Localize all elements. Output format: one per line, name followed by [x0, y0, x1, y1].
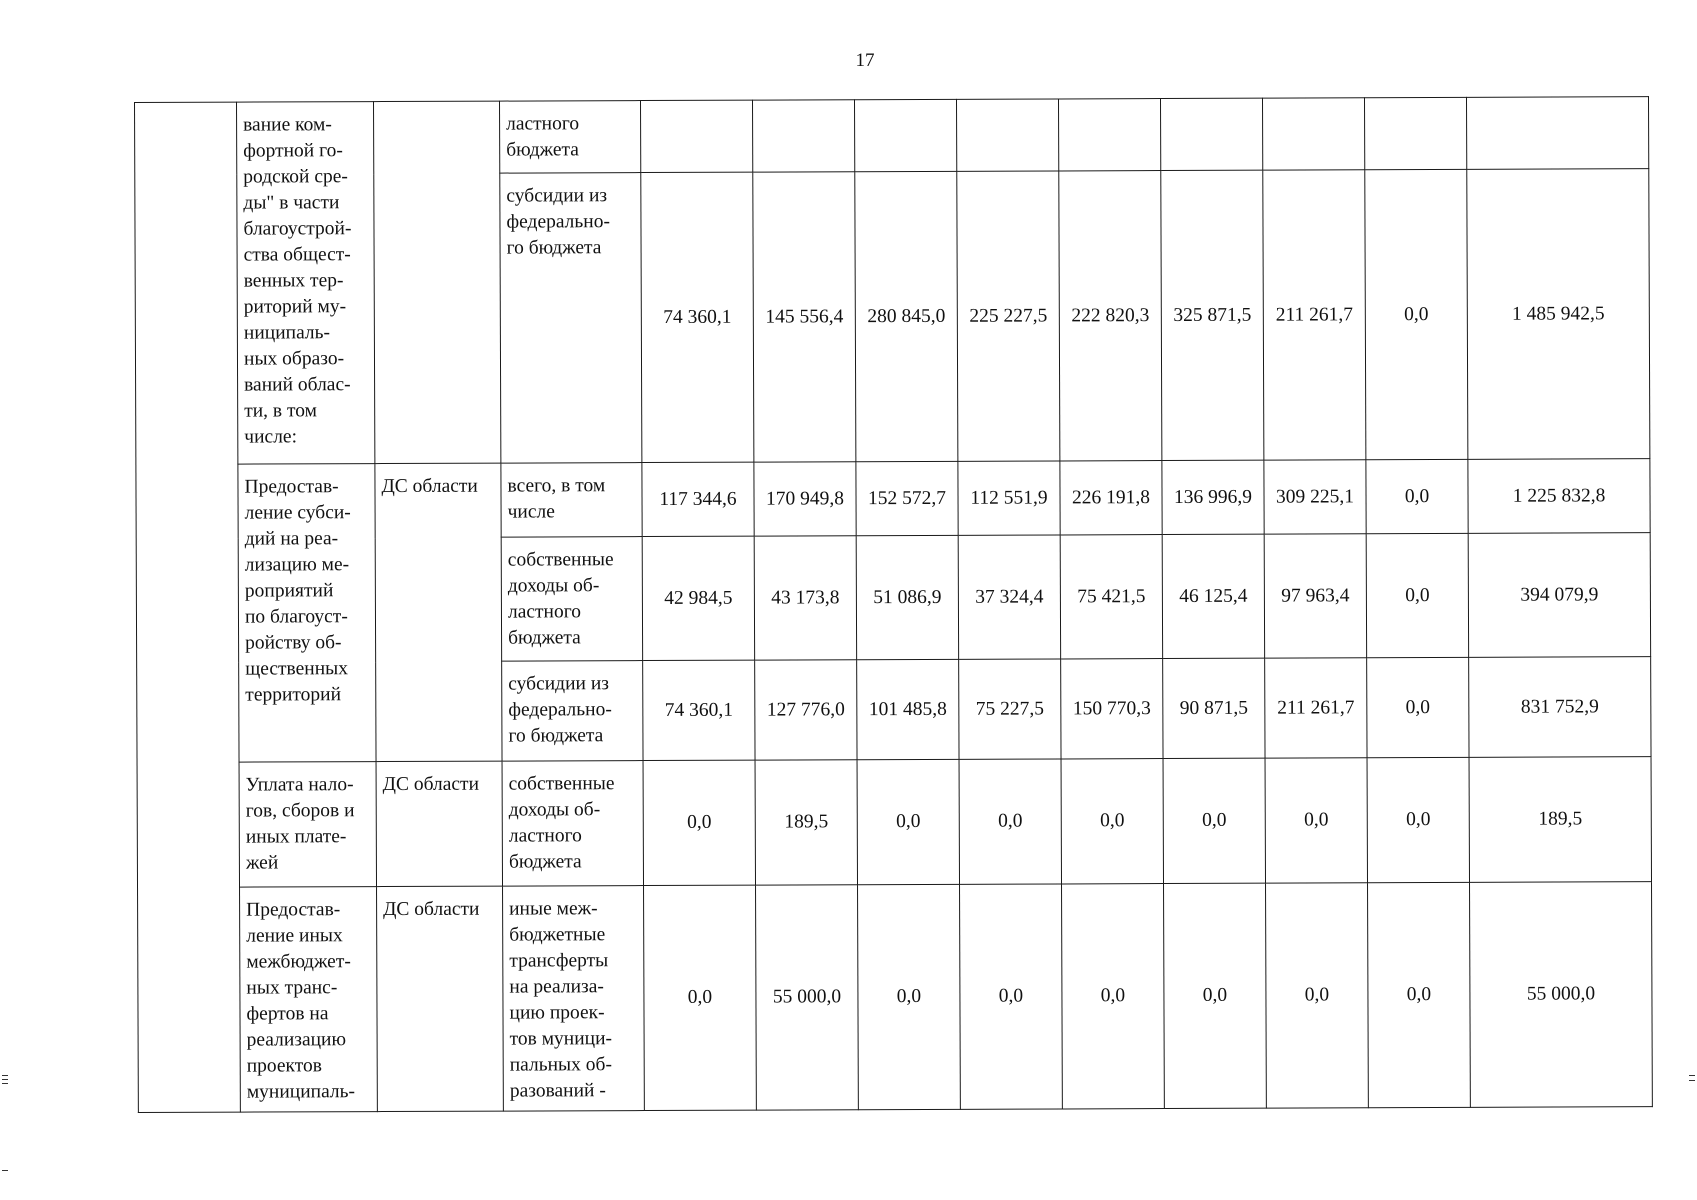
year-value-cell: 75 227,5 — [959, 659, 1061, 759]
year-value-cell: 97 963,4 — [1264, 534, 1366, 658]
margin-mark — [1689, 1080, 1695, 1081]
year-value-cell: 43 173,8 — [754, 536, 856, 660]
margin-mark — [2, 1079, 8, 1080]
margin-mark — [2, 1170, 8, 1171]
total-value-cell — [1466, 97, 1648, 170]
year-value-cell: 225 227,5 — [957, 171, 1060, 461]
funding-source-cell: собственные доходы об- ластного бюджета — [501, 537, 642, 662]
measure-name-cell: вание ком- фортной го- родской сре- ды" в части благоустрой- ства общест- венных тер- риторий му- ниципаль- ных образо- ваний облас- ти, в том числе: — [237, 102, 375, 465]
page-number: 17 — [855, 50, 875, 71]
year-value-cell: 74 360,1 — [643, 660, 755, 760]
year-value-cell: 0,0 — [1163, 758, 1265, 883]
total-value-cell: 394 079,9 — [1468, 533, 1650, 658]
executor-cell — [374, 101, 501, 463]
year-value-cell — [1262, 98, 1364, 170]
year-value-cell: 46 125,4 — [1162, 534, 1264, 658]
margin-mark — [2, 1083, 8, 1084]
funding-source-cell: ластного бюджета — [499, 101, 640, 174]
funding-source-cell: иные меж- бюджетные трансферты на реализа- цию проек- тов муници- пальных об- разований - — [503, 886, 645, 1112]
year-value-cell: 0,0 — [1366, 533, 1468, 657]
year-value-cell: 170 949,8 — [754, 462, 856, 536]
year-value-cell: 112 551,9 — [958, 461, 1060, 535]
year-value-cell: 136 996,9 — [1162, 460, 1264, 534]
total-value-cell: 831 752,9 — [1469, 657, 1651, 758]
year-value-cell: 211 261,7 — [1265, 658, 1367, 758]
year-value-cell: 127 776,0 — [755, 660, 857, 760]
margin-mark — [2, 1075, 8, 1076]
table-row — [138, 882, 1653, 1113]
year-value-cell: 117 344,6 — [642, 462, 754, 536]
year-value-cell: 280 845,0 — [855, 171, 958, 461]
year-value-cell — [752, 100, 854, 172]
year-value-cell: 51 086,9 — [856, 535, 958, 659]
total-value-cell: 1 485 942,5 — [1467, 169, 1650, 460]
year-value-cell: 55 000,0 — [756, 885, 859, 1110]
year-value-cell — [1160, 98, 1262, 170]
executor-cell: ДС области — [377, 886, 504, 1111]
year-value-cell: 37 324,4 — [958, 535, 1060, 659]
total-value-cell: 1 225 832,8 — [1468, 459, 1650, 534]
year-value-cell: 90 871,5 — [1163, 658, 1265, 758]
year-value-cell: 150 770,3 — [1061, 659, 1163, 759]
year-value-cell: 0,0 — [1366, 459, 1468, 533]
year-value-cell: 325 871,5 — [1161, 170, 1264, 460]
year-value-cell: 0,0 — [959, 759, 1061, 884]
funding-source-cell: субсидии из федерально- го бюджета — [500, 173, 642, 464]
year-value-cell: 0,0 — [1367, 757, 1469, 882]
year-value-cell: 101 485,8 — [857, 659, 959, 759]
year-value-cell: 0,0 — [1368, 882, 1471, 1107]
year-value-cell: 152 572,7 — [856, 461, 958, 535]
measure-name-cell: Предостав- ление иных межбюджет- ных транс- фертов на реализацию проектов муниципаль- — [240, 887, 378, 1113]
year-value-cell: 0,0 — [857, 759, 959, 884]
year-value-cell: 226 191,8 — [1060, 461, 1162, 535]
year-value-cell: 211 261,7 — [1263, 170, 1366, 460]
year-value-cell: 0,0 — [1265, 758, 1367, 883]
executor-cell: ДС области — [375, 463, 502, 761]
table-row — [136, 459, 1650, 539]
year-value-cell: 75 421,5 — [1060, 535, 1162, 659]
table-row — [135, 97, 1649, 175]
funding-source-cell: всего, в том числе — [501, 463, 642, 538]
year-value-cell: 0,0 — [644, 885, 757, 1110]
year-value-cell: 74 360,1 — [641, 172, 754, 462]
year-value-cell: 0,0 — [643, 760, 755, 885]
year-value-cell: 0,0 — [1062, 884, 1165, 1109]
year-value-cell — [640, 100, 752, 172]
year-value-cell: 0,0 — [1367, 657, 1469, 757]
executor-cell: ДС области — [376, 761, 502, 886]
year-value-cell — [956, 99, 1058, 171]
year-value-cell: 222 820,3 — [1059, 171, 1162, 461]
funding-source-cell: собственные доходы об- ластного бюджета — [502, 761, 643, 887]
year-value-cell: 0,0 — [1266, 883, 1369, 1108]
measure-name-cell: Предостав- ление субси- дий на реа- лизацию ме- роприятий по благоуст- ройству об- щественных территорий — [238, 464, 376, 763]
budget-table — [134, 96, 1653, 1113]
year-value-cell: 0,0 — [1164, 883, 1267, 1108]
margin-mark — [1689, 1075, 1695, 1076]
table-row — [137, 757, 1651, 888]
measure-name-cell: Уплата нало- гов, сборов и иных плате- жей — [239, 762, 376, 888]
total-value-cell: 189,5 — [1469, 757, 1651, 883]
year-value-cell — [1364, 97, 1466, 169]
total-value-cell: 55 000,0 — [1470, 882, 1653, 1108]
year-value-cell: 42 984,5 — [642, 536, 754, 660]
empty-first-column — [135, 102, 241, 1112]
year-value-cell — [854, 99, 956, 171]
year-value-cell: 0,0 — [1061, 759, 1163, 884]
year-value-cell: 309 225,1 — [1264, 460, 1366, 534]
funding-source-cell: субсидии из федерально- го бюджета — [502, 661, 643, 762]
year-value-cell: 0,0 — [858, 884, 961, 1109]
year-value-cell: 145 556,4 — [753, 172, 856, 462]
year-value-cell: 0,0 — [1365, 169, 1468, 459]
year-value-cell: 0,0 — [960, 884, 1063, 1109]
year-value-cell — [1058, 99, 1160, 171]
year-value-cell: 189,5 — [755, 760, 857, 885]
